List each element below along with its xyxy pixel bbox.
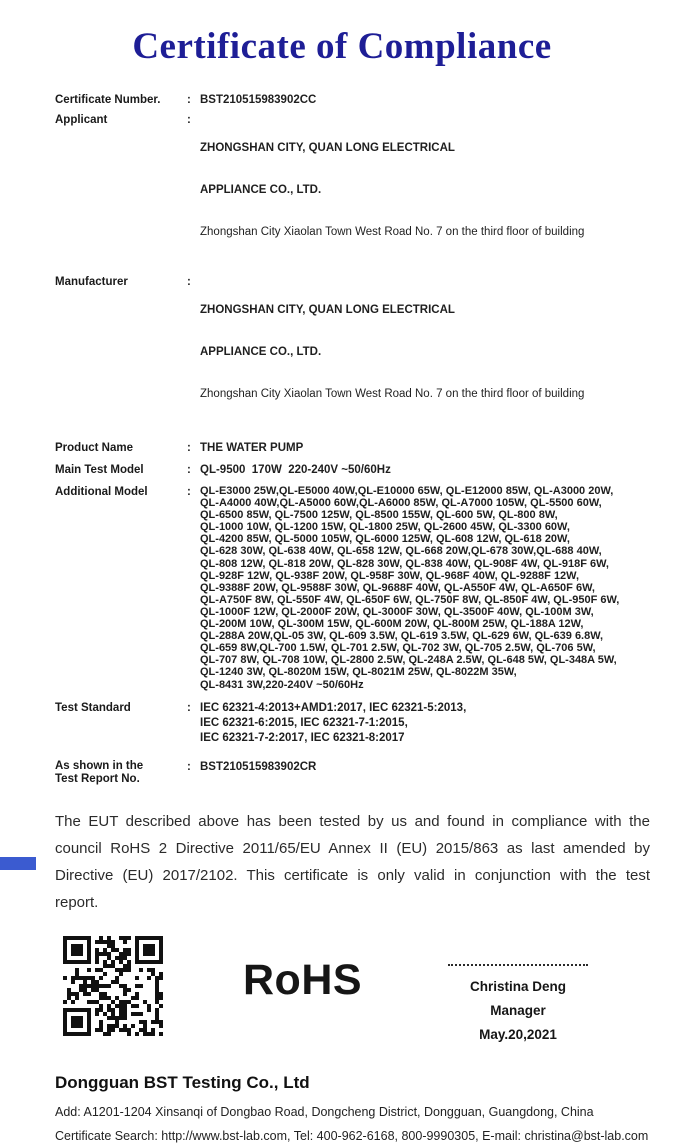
compliance-statement: The EUT described above has been tested by us and found in compliance with the council RoHS 2 Directive 2011/65/EU Annex II (EU) 2015/863 as last amended by Directive (EU) 2017/2102. This certificate is only valid in conjunction with the test report.	[55, 812, 650, 911]
colon-separator: :	[187, 760, 191, 773]
field-product-name	[55, 441, 654, 455]
applicant-label: Applicant	[55, 114, 108, 126]
rohs-mark: RoHS	[243, 955, 363, 1004]
field-test-report	[55, 760, 654, 786]
signature-dotted-line	[448, 964, 588, 966]
manufacturer-name-line2: APPLIANCE CO., LTD.	[200, 346, 322, 358]
bottom-section	[55, 936, 650, 1047]
test-report-label-line1: As shown in the	[55, 759, 144, 772]
certificate-fields	[55, 93, 654, 786]
lab-company-name: Dongguan BST Testing Co., Ltd	[55, 1072, 310, 1092]
certificate-number-label: Certificate Number.	[55, 94, 161, 106]
colon-separator: :	[187, 94, 191, 106]
signatory-name: Christina Deng	[469, 978, 566, 994]
applicant-name-line2: APPLIANCE CO., LTD.	[200, 184, 322, 196]
lab-address: Add: A1201-1204 Xinsanqi of Dongbao Road, Dongcheng District, Dongguan, Guangdong, China	[55, 1104, 594, 1119]
colon-separator: :	[187, 276, 191, 288]
qr-code	[63, 936, 163, 1036]
test-standard-label: Test Standard	[55, 701, 131, 714]
certificate-number-value: BST210515983902CC	[200, 94, 317, 106]
manufacturer-value	[200, 275, 654, 429]
colon-separator: :	[187, 701, 191, 714]
test-report-label	[55, 760, 187, 786]
field-manufacturer	[55, 275, 654, 429]
colon-separator: :	[187, 486, 191, 498]
field-applicant	[55, 113, 654, 267]
field-certificate-number	[55, 93, 654, 107]
product-name-label: Product Name	[55, 442, 133, 454]
page-corner-accent	[0, 857, 36, 870]
colon-separator: :	[187, 442, 191, 454]
applicant-name-line1: ZHONGSHAN CITY, QUAN LONG ELECTRICAL	[200, 142, 455, 154]
applicant-value	[200, 113, 654, 267]
test-report-value: BST210515983902CR	[200, 760, 317, 773]
manufacturer-name-line1: ZHONGSHAN CITY, QUAN LONG ELECTRICAL	[200, 304, 455, 316]
signature-block	[438, 964, 598, 1047]
field-additional-model	[55, 485, 654, 691]
main-test-model-label: Main Test Model	[55, 464, 144, 476]
field-main-test-model	[55, 463, 654, 477]
test-standard-value: IEC 62321-4:2013+AMD1:2017, IEC 62321-5:2013, IEC 62321-6:2015, IEC 62321-7-1:2015, IEC 62321-7-2:2017, IEC 62321-8:2017	[200, 701, 467, 744]
signatory-title: Manager	[490, 1002, 546, 1018]
footer	[55, 1073, 654, 1143]
manufacturer-address: Zhongshan City Xiaolan Town West Road No. 7 on the third floor of building	[200, 388, 585, 400]
certificate-title: Certificate of Compliance	[132, 26, 552, 67]
applicant-address: Zhongshan City Xiaolan Town West Road No. 7 on the third floor of building	[200, 226, 585, 238]
additional-model-value: QL-E3000 25W,QL-E5000 40W,QL-E10000 65W, QL-E12000 85W, QL-A3000 20W, QL-A4000 40W,QL-A5000 60W,QL-A6000 85W, QL-A7000 105W, QL-5500 60W, QL-6500 85W, QL-7500 125W, QL-8500 155W, QL-600 5W, QL-800 8W, QL-1000 10W, QL-1200 15W, QL-1800 25W, QL-2600 45W, QL-3300 60W, QL-4200 85W, QL-5000 105W, QL-6000 125W, QL-608 12W, QL-618 20W, QL-628 30W, QL-638 40W, QL-658 12W, QL-668 20W,QL-678 30W,QL-688 40W, QL-808 12W, QL-818 20W, QL-828 30W, QL-838 40W, QL-908F 4W, QL-918F 6W, QL-928F 12W, QL-938F 20W, QL-958F 30W, QL-968F 40W, QL-9288F 12W, QL-9388F 20W, QL-9588F 30W, QL-9688F 40W, QL-A550F 4W, QL-A650F 6W, QL-A750F 8W, QL-550F 4W, QL-650F 6W, QL-750F 8W, QL-850F 4W, QL-950F 6W, QL-1000F 12W, QL-2000F 20W, QL-3000F 30W, QL-3500F 40W, QL-100M 3W, QL-200M 10W, QL-300M 15W, QL-600M 20W, QL-800M 25W, QL-188A 12W, QL-288A 20W,QL-05 3W, QL-609 3.5W, QL-619 3.5W, QL-629 6W, QL-639 6.8W, QL-659 8W,QL-700 1.5W, QL-701 2.5W, QL-702 3W, QL-705 2.5W, QL-706 5W, QL-707 8W, QL-708 10W, QL-2800 2.5W, QL-248A 2.5W, QL-648 5W, QL-348A 5W, QL-1240 3W, QL-8020M 15W, QL-8021M 25W, QL-8022M 35W, QL-8431 3W,220-240V ~50/60Hz	[200, 485, 620, 691]
colon-separator: :	[187, 114, 191, 126]
lab-contact-info: Certificate Search: http://www.bst-lab.com, Tel: 400-962-6168, 800-9990305, E-mail: christina@bst-lab.com	[55, 1128, 649, 1143]
colon-separator: :	[187, 464, 191, 476]
test-report-label-line2: Test Report No.	[55, 772, 140, 785]
product-name-value: THE WATER PUMP	[200, 442, 304, 454]
signature-date: May.20,2021	[479, 1026, 557, 1042]
field-test-standard	[55, 701, 654, 746]
additional-model-label: Additional Model	[55, 486, 148, 498]
manufacturer-label: Manufacturer	[55, 276, 128, 288]
main-test-model-value: QL-9500 170W 220-240V ~50/60Hz	[200, 464, 391, 476]
